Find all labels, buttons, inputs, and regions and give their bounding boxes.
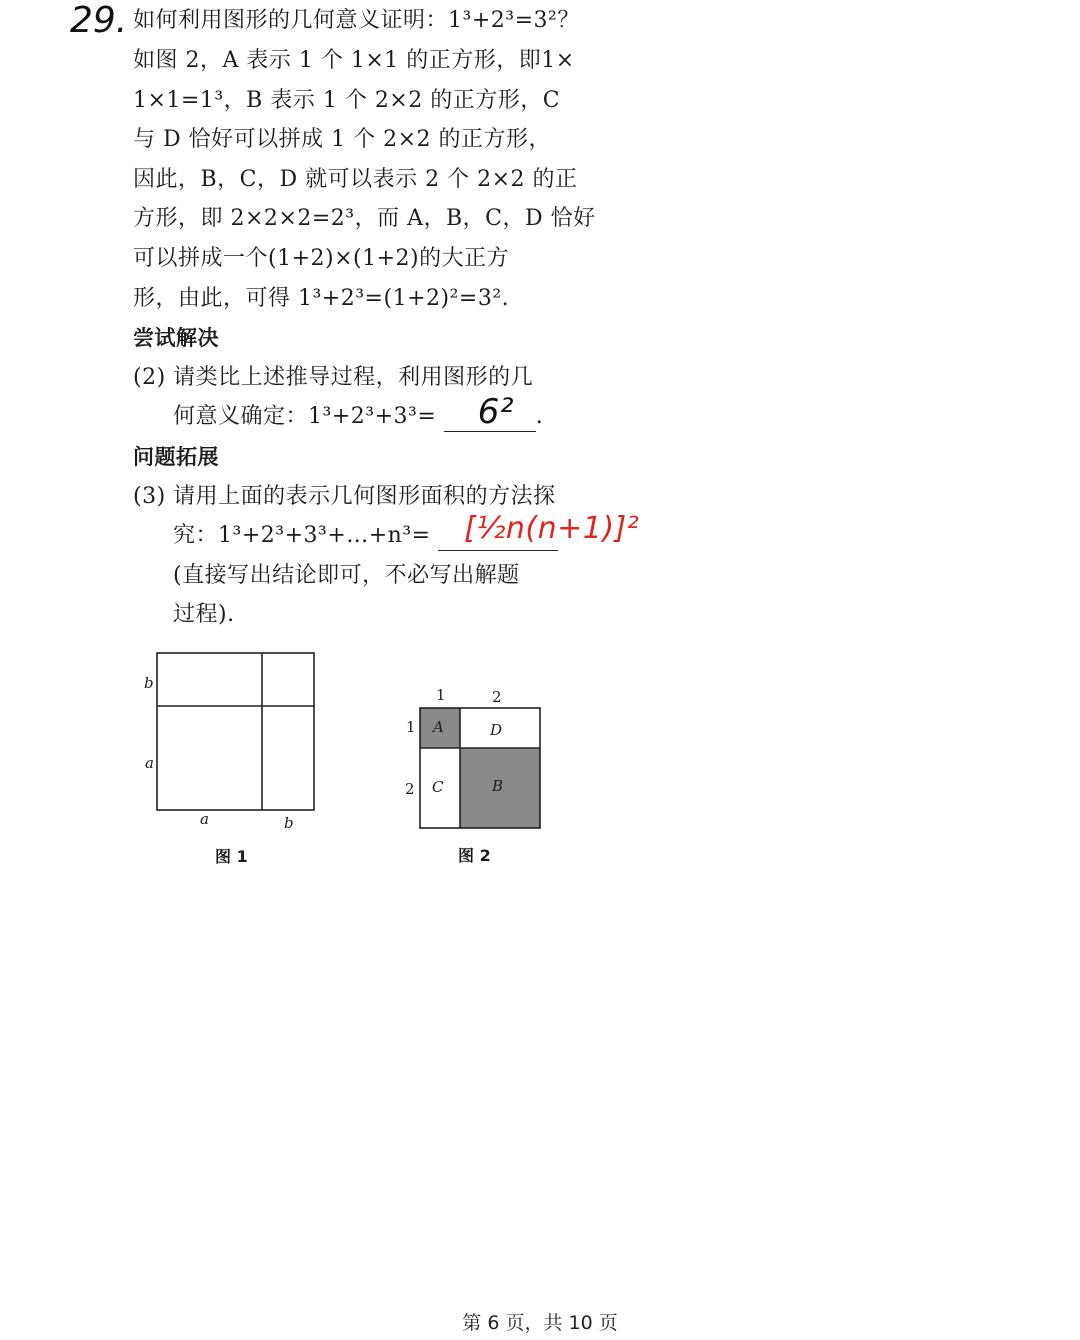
question-3-prefix: 究：1³+2³+3³+…+n³= [173,523,431,548]
problem-intro-line [133,6,580,36]
figure-2-caption: 图 2 [458,846,491,865]
answer-blank-2[interactable] [444,392,536,432]
problem-intro-line: 如图 2，A 表示 1 个 1×1 的正方形，即1× [133,48,575,73]
question-3-note-line: (直接写出结论即可，不必写出解题 [173,563,520,588]
handwritten-answer-3: [½n(n+1)]² [464,511,640,546]
figure-2-cell-c: C [432,778,444,796]
handwritten-problem-number: 29. [70,0,128,41]
problem-question-text: 如何利用图形的几何意义证明：1³+2³=3²？ [133,8,580,33]
figure-2-cell-b: B [492,777,504,795]
figure-1-label-a-left: a [145,754,154,772]
question-2-line: (2) 请类比上述推导过程，利用图形的几 [133,365,534,390]
figure-2-cell-a: A [433,718,444,736]
problem-intro-line: 与 D 恰好可以拼成 1 个 2×2 的正方形， [133,127,552,152]
figure-1-label-b-bottom: b [284,814,294,832]
question-3-answer-line [173,511,640,551]
page-footer: 第 6 页，共 10 页 [462,1312,618,1334]
problem-intro-line: 1×1=1³，B 表示 1 个 2×2 的正方形，C [133,88,561,113]
figure-1-label-b-left: b [144,674,154,692]
handwritten-answer-2: 6² [477,392,515,432]
figure-2-top-label: 2 [492,688,502,706]
problem-intro-line: 方形，即 2×2×2=2³，而 A，B，C，D 恰好 [133,206,596,231]
figure-2-side-label: 2 [405,780,415,798]
question-2-prefix: 何意义确定：1³+2³+3³= [173,404,437,429]
figure-2-top-label: 1 [436,686,446,704]
figure-1-caption: 图 1 [215,847,248,866]
section-heading-try: 尝试解决 [133,326,219,350]
question-3-line: (3) 请用上面的表示几何图形面积的方法探 [133,484,556,509]
answer-blank-3[interactable] [438,511,640,551]
figure-1-diagram [150,648,322,816]
figure-1-label-a-bottom: a [200,810,209,828]
problem-intro-line: 可以拼成一个(1+2)×(1+2)的大正方 [133,246,510,271]
problem-intro-line: 形，由此，可得 1³+2³=(1+2)²=3². [133,286,510,311]
figure-2-cell-d: D [490,721,503,739]
problem-intro-line: 因此，B，C，D 就可以表示 2 个 2×2 的正 [133,167,578,192]
question-3-note-line: 过程). [173,602,235,627]
question-2-answer-line [173,392,544,432]
period: . [535,404,544,429]
figure-2-side-label: 1 [406,718,416,736]
section-heading-extend: 问题拓展 [133,445,219,469]
